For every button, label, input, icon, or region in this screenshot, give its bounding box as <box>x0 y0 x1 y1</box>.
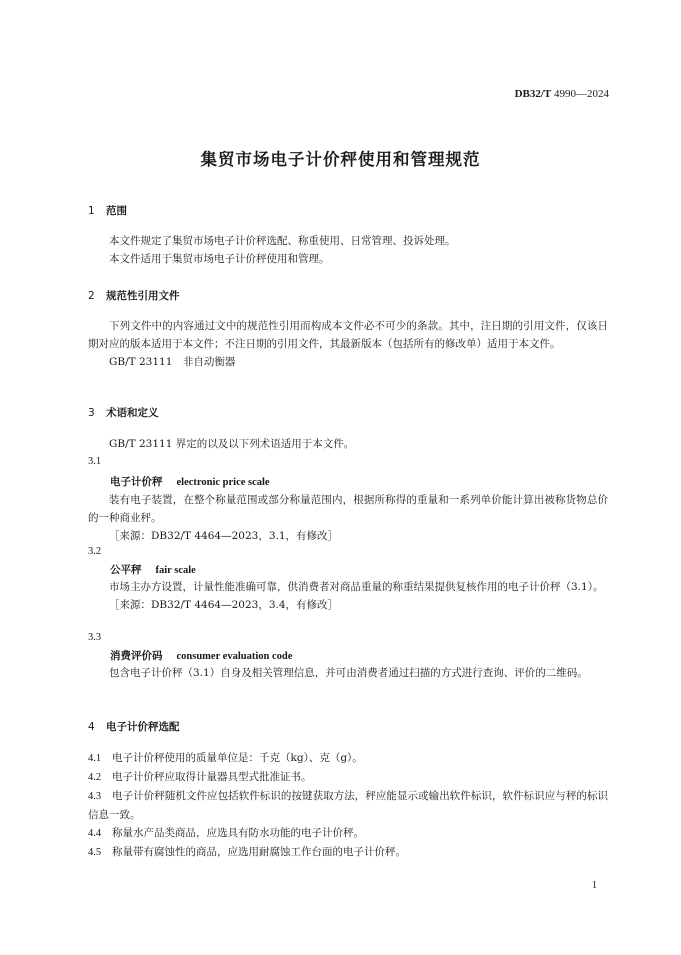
term-name: 电子计价秤 electronic price scale <box>110 476 270 488</box>
term-definition: 装有电子装置，在整个称量范围或部分称量范围内，根据所称得的重量和一系列单价能计算出被称货物总价的一种商业秤。 ［来源：DB32/T 4464—2023，3.1，有修改］ <box>88 491 608 545</box>
paragraph: 本文件规定了集贸市场电子计价秤选配、称重使用、日常管理、投诉处理。 <box>109 235 456 247</box>
section-2-body <box>88 317 608 371</box>
section-heading: 2 规范性引用文件 <box>88 290 180 302</box>
list-item: 4.2 电子计价秤应取得计量器具型式批准证书。 <box>88 771 312 783</box>
section-4-items <box>88 749 608 862</box>
term-source: ［来源：DB32/T 4464—2023，3.4，有修改］ <box>109 599 339 611</box>
section-heading: 3 术语和定义 <box>88 407 159 419</box>
list-item: 4.5 称量带有腐蚀性的商品，应选用耐腐蚀工作台面的电子计价秤。 <box>88 846 406 858</box>
list-item: 4.3 电子计价秤随机文件应包括软件标识的按键获取方法，秤应能显示或输出软件标识，软件标识应与秤的标识信息一致。 <box>88 790 608 821</box>
standard-code: 4990—2024 <box>554 88 609 100</box>
term-source: ［来源：DB32/T 4464—2023，3.1，有修改］ <box>109 530 339 542</box>
term-name: 公平秤 fair scale <box>110 564 196 576</box>
reference-entry: GB/T 23111 非自动衡器 <box>109 356 236 368</box>
list-item: 4.4 称量水产品类商品，应选具有防水功能的电子计价秤。 <box>88 827 364 839</box>
section-1-body <box>88 232 608 268</box>
section-heading: 4 电子计价秤选配 <box>88 721 180 733</box>
paragraph: 本文件适用于集贸市场电子计价秤使用和管理。 <box>109 253 330 265</box>
term-number: 3.2 <box>88 546 102 557</box>
standard-number <box>515 88 609 100</box>
term-name: 消费评价码 consumer evaluation code <box>110 650 293 662</box>
section-3-intro: GB/T 23111 界定的以及以下列术语适用于本文件。 <box>109 438 355 450</box>
term-definition: 市场主办方设置，计量性能准确可靠，供消费者对商品重量的称重结果提供复核作用的电子计价秤（3.1）。 ［来源：DB32/T 4464—2023，3.4，有修改］ <box>88 578 608 614</box>
page-number: 1 <box>592 880 597 891</box>
list-item: 4.1 电子计价秤使用的质量单位是：千克（kg）、克（g）。 <box>88 752 363 764</box>
term-number: 3.3 <box>88 632 102 643</box>
term-definition: 包含电子计价秤（3.1）自身及相关管理信息，并可由消费者通过扫描的方式进行查询、评价的二维码。 <box>109 667 588 679</box>
section-heading: 1 范围 <box>88 205 127 217</box>
document-title: 集贸市场电子计价秤使用和管理规范 <box>200 150 481 169</box>
standard-prefix: DB32/T <box>514 88 552 100</box>
term-number: 3.1 <box>88 456 102 467</box>
paragraph: 下列文件中的内容通过文中的规范性引用而构成本文件必不可少的条款。其中，注日期的引用文件，仅该日期对应的版本适用于本文件；不注日期的引用文件，其最新版本（包括所有的修改单）适用于本文件。 <box>88 320 608 350</box>
